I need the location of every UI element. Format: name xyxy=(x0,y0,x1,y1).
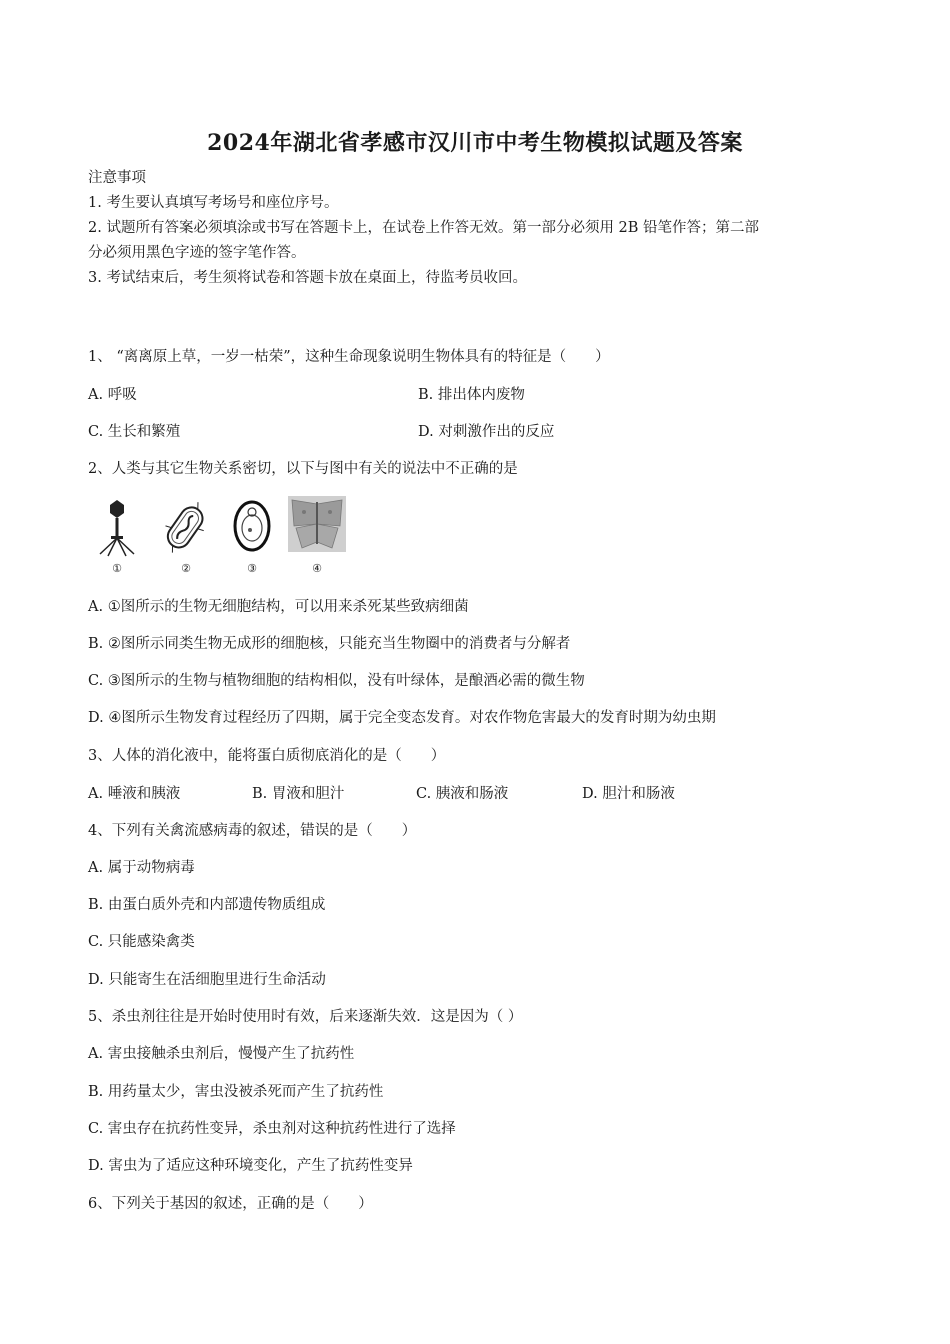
yeast-figure xyxy=(230,496,274,560)
question-4-option-b: B. 由蛋白质外壳和内部遗传物质组成 xyxy=(88,897,326,913)
figure-label: ① xyxy=(112,562,122,575)
question-2-option-d: D. ④图所示生物发育过程经历了四期，属于完全变态发育。对农作物危害最大的发育时期为幼虫期 xyxy=(88,710,716,726)
question-3-option-d: D. 胆汁和肠液 xyxy=(582,786,675,802)
question-6-stem: 6、下列关于基因的叙述，正确的是（ ） xyxy=(88,1196,373,1212)
question-1-option-b: B. 排出体内废物 xyxy=(418,387,525,403)
notice-heading: 注意事项 xyxy=(88,170,146,186)
page-title: 2024年湖北省孝感市汉川市中考生物模拟试题及答案 xyxy=(207,130,743,156)
notice-item: 1. 考生要认真填写考场号和座位序号。 xyxy=(88,195,339,211)
question-1-option-c: C. 生长和繁殖 xyxy=(88,424,181,440)
question-3-option-c: C. 胰液和肠液 xyxy=(416,786,509,802)
question-2-option-a: A. ①图所示的生物无细胞结构，可以用来杀死某些致病细菌 xyxy=(88,599,469,615)
question-5-stem: 5、杀虫剂往往是开始时使用时有效，后来逐渐失效．这是因为（ ） xyxy=(88,1009,523,1025)
question-4-option-d: D. 只能寄生在活细胞里进行生命活动 xyxy=(88,972,326,988)
question-1-option-a: A. 呼吸 xyxy=(88,387,137,403)
question-2-figure xyxy=(92,496,352,580)
question-1-option-d: D. 对刺激作出的反应 xyxy=(418,424,555,440)
question-5-option-a: A. 害虫接触杀虫剂后，慢慢产生了抗药性 xyxy=(88,1046,355,1062)
question-4-option-a: A. 属于动物病毒 xyxy=(88,860,195,876)
figure-label: ④ xyxy=(312,562,322,575)
figure-label: ② xyxy=(181,562,191,575)
question-4-stem: 4、下列有关禽流感病毒的叙述，错误的是（ ） xyxy=(88,823,417,839)
question-2-stem: 2、人类与其它生物关系密切，以下与图中有关的说法中不正确的是 xyxy=(88,461,518,477)
bacterium-figure xyxy=(158,496,214,560)
question-3-option-a: A. 唾液和胰液 xyxy=(88,786,181,802)
notice-item: 3. 考试结束后，考生须将试卷和答题卡放在桌面上，待监考员收回。 xyxy=(88,270,527,286)
notice-item: 2. 试题所有答案必须填涂或书写在答题卡上，在试卷上作答无效。第一部分必须用 2B 铅笔作答；第二部 xyxy=(88,220,760,236)
notice-item: 分必须用黑色字迹的签字笔作答。 xyxy=(88,245,306,261)
question-5-option-c: C. 害虫存在抗药性变异，杀虫剂对这种抗药性进行了选择 xyxy=(88,1121,456,1137)
figure-label: ③ xyxy=(247,562,257,575)
question-5-option-b: B. 用药量太少，害虫没被杀死而产生了抗药性 xyxy=(88,1084,384,1100)
question-4-option-c: C. 只能感染禽类 xyxy=(88,934,195,950)
bacteriophage-figure xyxy=(92,496,142,560)
question-2-option-b: B. ②图所示同类生物无成形的细胞核，只能充当生物圈中的消费者与分解者 xyxy=(88,636,571,652)
question-3-stem: 3、人体的消化液中，能将蛋白质彻底消化的是（ ） xyxy=(88,748,446,764)
butterfly-figure xyxy=(288,496,346,556)
question-2-option-c: C. ③图所示的生物与植物细胞的结构相似，没有叶绿体，是酿酒必需的微生物 xyxy=(88,673,585,689)
question-1-stem: 1、 “离离原上草，一岁一枯荣”，这种生命现象说明生物体具有的特征是（ ） xyxy=(88,349,610,365)
question-3-option-b: B. 胃液和胆汁 xyxy=(252,786,345,802)
question-5-option-d: D. 害虫为了适应这种环境变化，产生了抗药性变异 xyxy=(88,1158,413,1174)
